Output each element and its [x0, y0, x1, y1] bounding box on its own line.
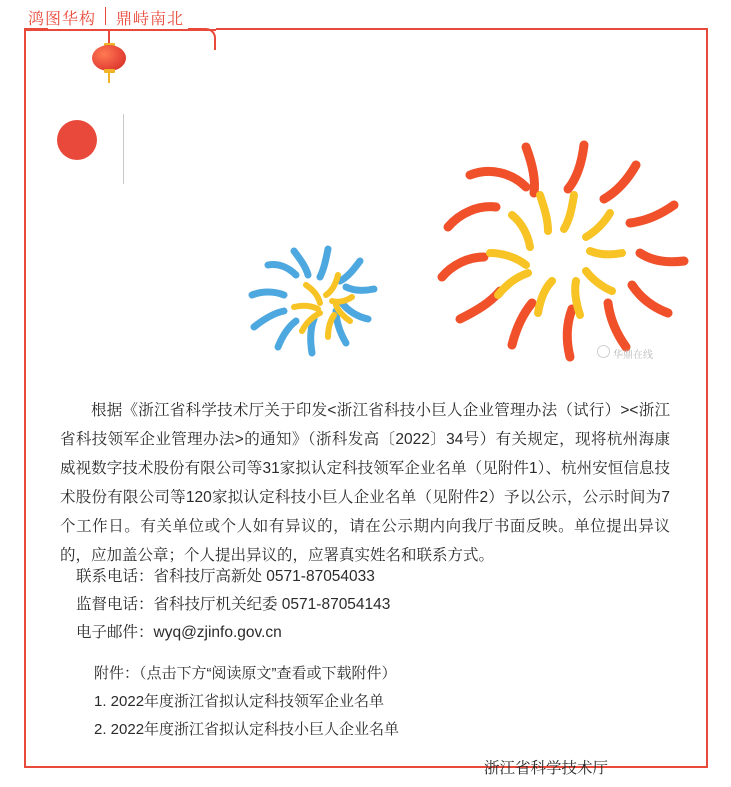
document-signature: 浙江省科学技术厅 [484, 760, 609, 777]
document-body [60, 396, 670, 570]
lantern-icon [92, 45, 126, 71]
contact-block [76, 563, 390, 647]
red-dot-decoration [57, 120, 97, 160]
header-title-right: 鼎峙南北 [116, 11, 185, 28]
contact-line-phone: 联系电话：省科技厅高新处 0571-87054033 [76, 568, 375, 585]
attachments-block [94, 660, 399, 744]
fireworks-svg [160, 95, 690, 385]
contact-line-supervision: 监督电话：省科技厅机关纪委 0571-87054143 [76, 596, 391, 613]
vertical-rule-decoration [123, 114, 124, 184]
frame-top-right-rule [216, 28, 708, 30]
watermark-logo-icon [597, 345, 610, 358]
attachments-title: 附件：（点击下方“阅读原文”查看或下载附件） [94, 665, 397, 682]
attachment-item-2[interactable]: 2. 2022年度浙江省拟认定科技小巨人企业名单 [94, 721, 400, 738]
contact-line-email: 电子邮件：wyq@zjinfo.gov.cn [76, 624, 282, 641]
attachment-item-1[interactable]: 1. 2022年度浙江省拟认定科技领军企业名单 [94, 693, 385, 710]
frame-corner-curve [188, 28, 216, 50]
frame-top-left-rule [24, 28, 48, 30]
body-paragraph: 根据《浙江省科学技术厅关于印发<浙江省科技小巨人企业管理办法（试行）><浙江省科技领军企业管理办法>的通知》（浙科发高〔2022〕34号）有关规定，现将杭州海康威视数字技术股份有限公司等31家拟认定科技领军企业名单（见附件1）、杭州安恒信息技术股份有限公司等120家拟认定科技小巨人企业名单（见附件2）予以公示，公示时间为7个工作日。有关单位或个人如有异议的，请在公示期内向我厅书面反映。单位提出异议的，应加盖公章；个人提出异议的，应署真实姓名和联系方式。 [60, 402, 670, 564]
header-divider [105, 7, 106, 25]
header-title-left: 鸿图华构 [28, 11, 97, 28]
lantern-tassel [108, 72, 110, 83]
watermark-label: 华鼎在线 [613, 350, 653, 361]
fireworks-illustration [160, 95, 690, 385]
